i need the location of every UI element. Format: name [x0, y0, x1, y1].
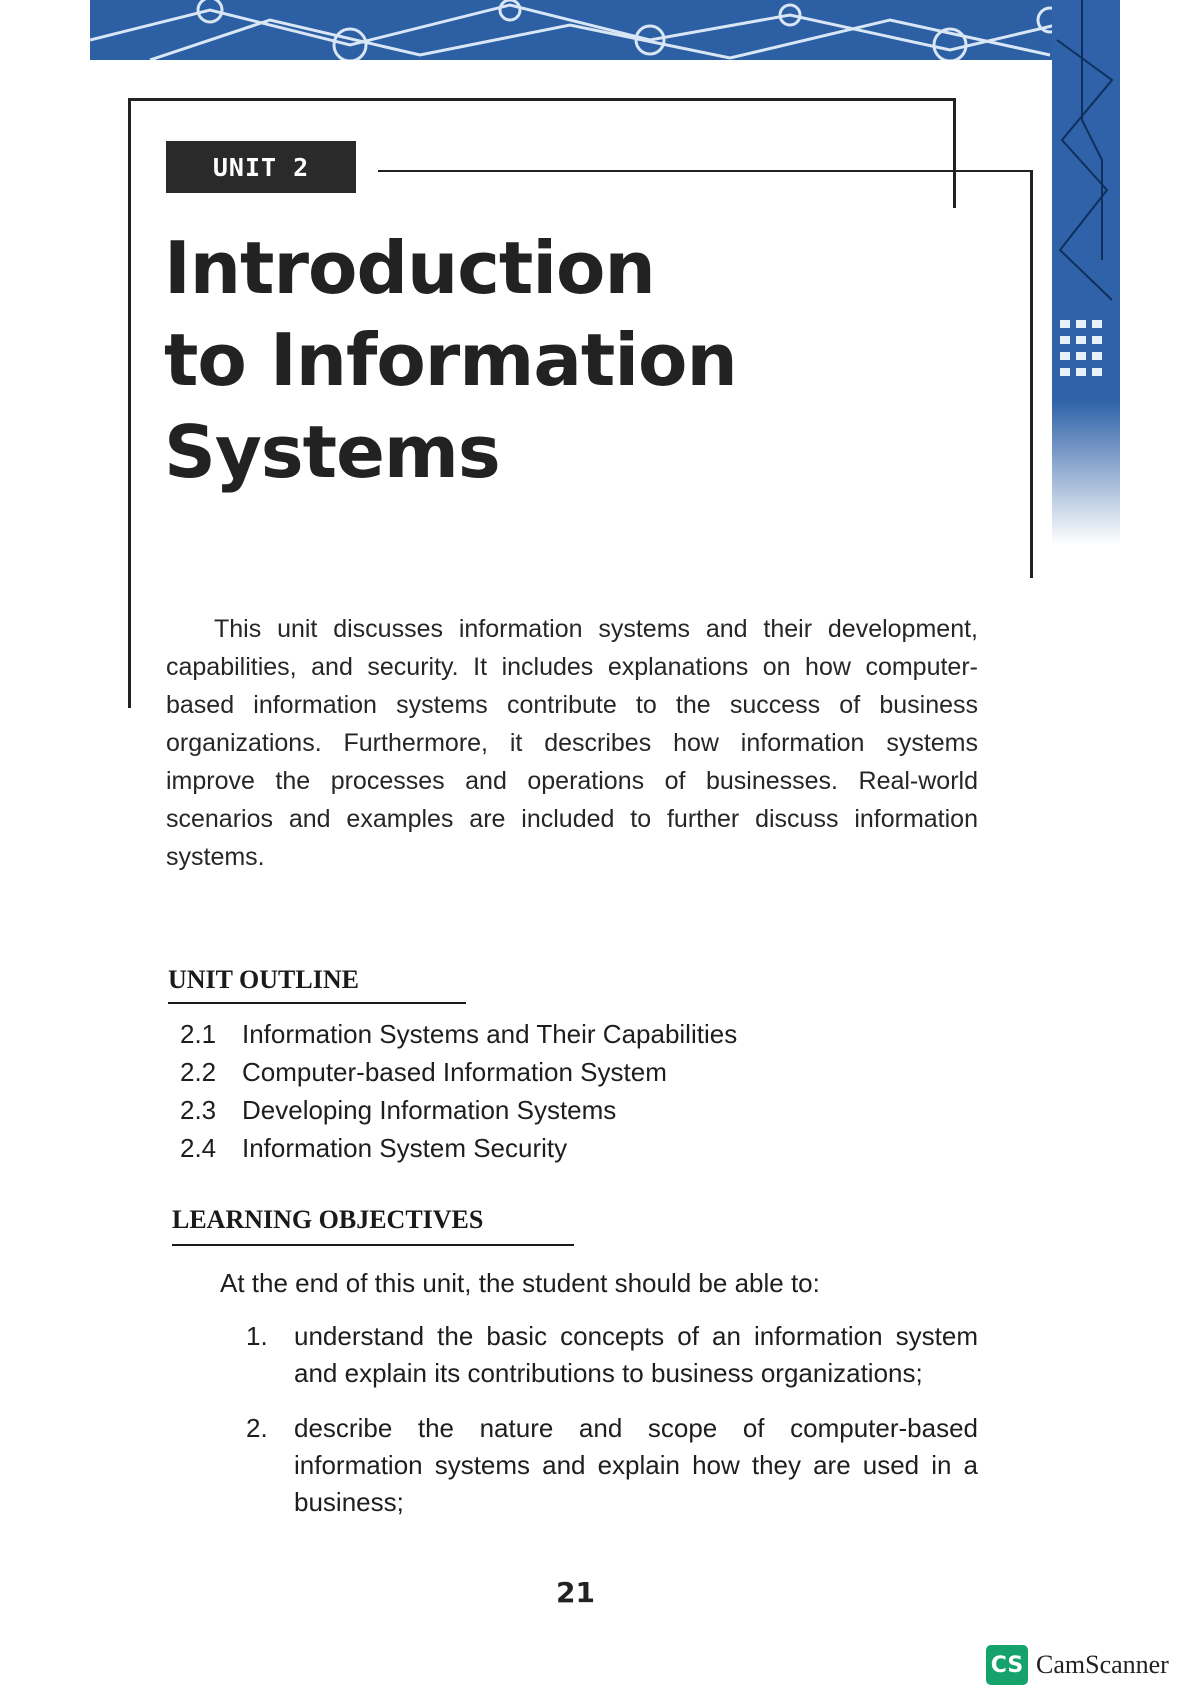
camscanner-logo-icon: CS: [986, 1645, 1028, 1685]
title-line: to Information: [164, 318, 737, 402]
title-line: Introduction: [164, 226, 655, 310]
circuit-pattern-icon: [90, 0, 1120, 60]
objective-item: [246, 1410, 978, 1521]
page-title: [164, 222, 864, 498]
learning-objectives-underline: [172, 1244, 574, 1246]
outline-item: [180, 1129, 737, 1167]
frame-line-left: [128, 98, 131, 708]
outline-item: [180, 1015, 737, 1053]
objective-number: 2.: [246, 1413, 268, 1443]
title-line: Systems: [164, 410, 500, 494]
title-connector-line: [378, 170, 1032, 172]
outline-item-number: 2.2: [180, 1057, 217, 1087]
objective-number: 1.: [246, 1321, 268, 1351]
unit-outline-list: [180, 1015, 737, 1167]
objective-text: describe the nature and scope of computer-based information systems and explain how they are used in a business;: [294, 1413, 978, 1517]
unit-badge: UNIT 2: [166, 141, 356, 193]
learning-objectives-list: [246, 1318, 978, 1539]
outline-item-text: Computer-based Information System: [242, 1057, 667, 1087]
unit-outline-heading: UNIT OUTLINE: [168, 965, 359, 994]
circuit-side-pattern-icon: [1052, 0, 1120, 400]
learning-objectives-heading: LEARNING OBJECTIVES: [172, 1205, 484, 1234]
unit-outline-underline: [168, 1002, 466, 1004]
objective-item: [246, 1318, 978, 1392]
objective-text: understand the basic concepts of an information system and explain its contributions to business organizations;: [294, 1321, 978, 1388]
frame-line-mid-right: [953, 98, 956, 208]
outline-item-text: Information Systems and Their Capabilities: [242, 1019, 738, 1049]
outline-item-number: 2.3: [180, 1095, 217, 1125]
frame-line-top: [128, 98, 954, 101]
circuit-banner-top: [90, 0, 1120, 60]
learning-objectives-intro: At the end of this unit, the student should be able to:: [220, 1268, 820, 1298]
outline-item-number: 2.1: [180, 1019, 217, 1049]
camscanner-watermark: [986, 1645, 1169, 1685]
outline-item: [180, 1091, 737, 1129]
page-number: 21: [556, 1576, 595, 1609]
intro-paragraph: This unit discusses information systems and their development, capabilities, and security. It includes explanations on how computer-based information systems contribute to the success of business organizations. Furthermore, it describes how information systems improve the processes and operations of businesses. Real-world scenarios and examples are included to further discuss information systems.: [166, 615, 978, 871]
outline-item-number: 2.4: [180, 1133, 217, 1163]
camscanner-brand: CamScanner: [1036, 1650, 1169, 1679]
outline-item-text: Information System Security: [242, 1133, 568, 1163]
side-banner-fade: [1052, 400, 1120, 545]
frame-line-right: [1030, 170, 1033, 578]
outline-item-text: Developing Information Systems: [242, 1095, 617, 1125]
circuit-banner-side: [1052, 0, 1120, 545]
outline-item: [180, 1053, 737, 1091]
